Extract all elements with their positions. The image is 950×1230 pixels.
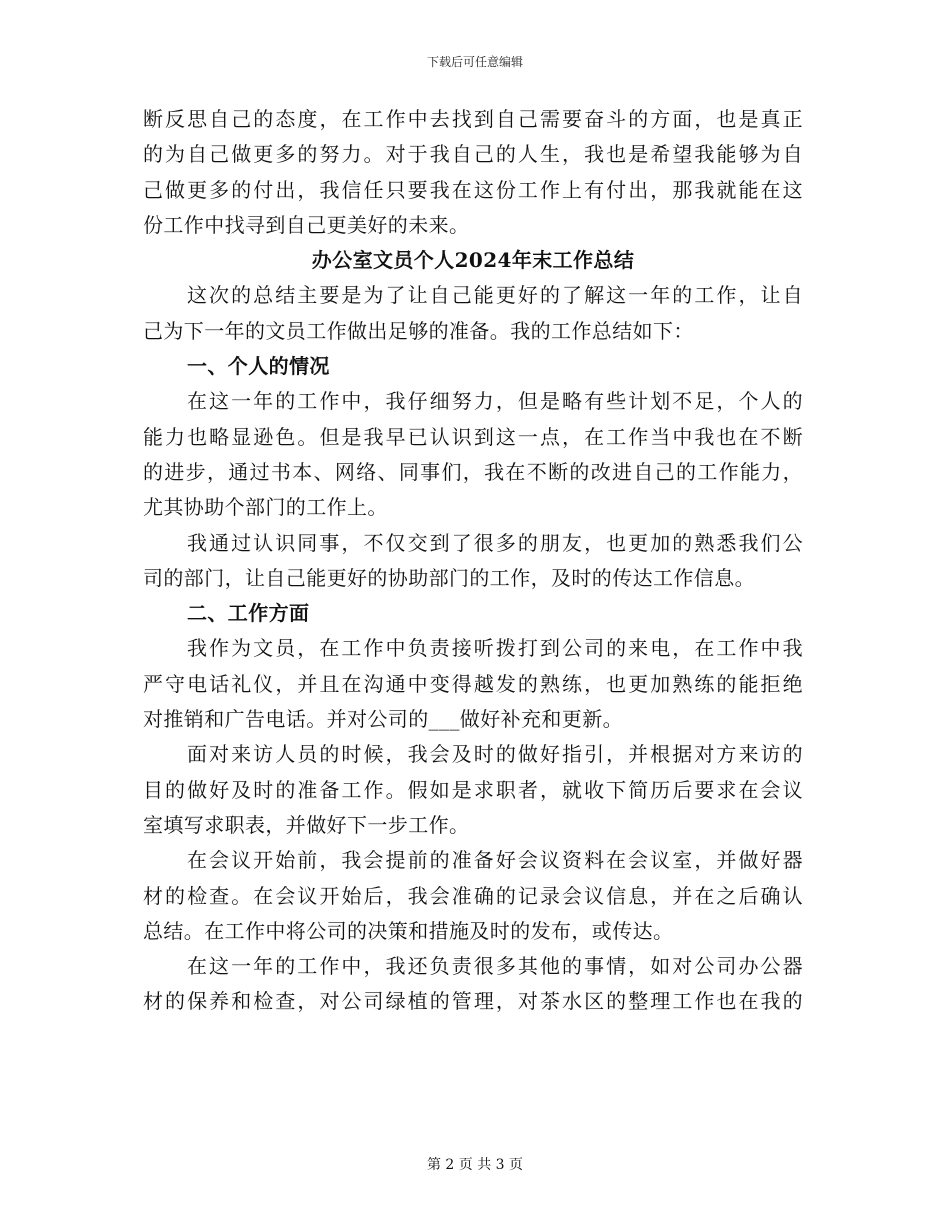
body-line: 总结。在工作中将公司的决策和措施及时的发布，或传达。 (143, 918, 674, 943)
document-title: 办公室文员个人2024年末工作总结 (311, 248, 635, 273)
page-header-note: 下载后可任意编辑 (426, 55, 523, 69)
body-line: 司的部门，让自己能更好的协助部门的工作，及时的传达工作信息。 (143, 565, 755, 590)
page-indicator: 第 2 页 共 3 页 (426, 1157, 524, 1173)
body-line: 我作为文员，在工作中负责接听拨打到公司的来电，在工作中我 (187, 636, 803, 661)
body-line: 己为下一年的文员工作做出足够的准备。我的工作总结如下： (143, 318, 694, 343)
body-line: 在这一年的工作中，我还负责很多其他的事情，如对公司办公器 (187, 954, 803, 979)
document-body (143, 102, 803, 1020)
body-line: 我通过认识同事，不仅交到了很多的朋友，也更加的熟悉我们公 (187, 530, 803, 555)
body-line: 的为自己做更多的努力。对于我自己的人生，我也是希望我能够为自 (143, 142, 803, 167)
body-line: 这次的总结主要是为了让自己能更好的了解这一年的工作，让自 (187, 283, 803, 308)
body-line: 在这一年的工作中，我仔细努力，但是略有些计划不足，个人的 (187, 389, 803, 414)
body-line: 断反思自己的态度，在工作中去找到自己需要奋斗的方面，也是真正 (143, 107, 803, 131)
section-heading: 一、个人的情况 (187, 354, 330, 379)
body-line: 尤其协助个部门的工作上。 (143, 495, 388, 520)
body-line: 室填写求职表，并做好下一步工作。 (143, 812, 470, 837)
section-heading: 二、工作方面 (187, 601, 310, 626)
body-line: 目的做好及时的准备工作。假如是求职者，就收下简历后要求在会议 (143, 777, 803, 802)
body-line: 材的检查。在会议开始后，我会准确的记录会议信息，并在之后确认 (143, 883, 803, 908)
body-line: 己做更多的付出，我信任只要我在这份工作上有付出，那我就能在这 (143, 177, 803, 202)
body-line: 能力也略显逊色。但是我早已认识到这一点，在工作当中我也在不断 (143, 424, 803, 449)
body-line: 的进步，通过书本、网络、同事们，我在不断的改进自己的工作能力， (143, 459, 803, 484)
body-line: 面对来访人员的时候，我会及时的做好指引，并根据对方来访的 (187, 742, 803, 767)
body-line: 材的保养和检查，对公司绿植的管理，对茶水区的整理工作也在我的 (143, 989, 803, 1014)
body-line: 在会议开始前，我会提前的准备好会议资料在会议室，并做好器 (187, 848, 803, 873)
body-line: 严守电话礼仪，并且在沟通中变得越发的熟练，也更加熟练的能拒绝 (143, 671, 803, 696)
body-line: 对推销和广告电话。并对公司的___做好补充和更新。 (143, 707, 623, 732)
body-line: 份工作中找寻到自己更美好的未来。 (143, 212, 470, 237)
